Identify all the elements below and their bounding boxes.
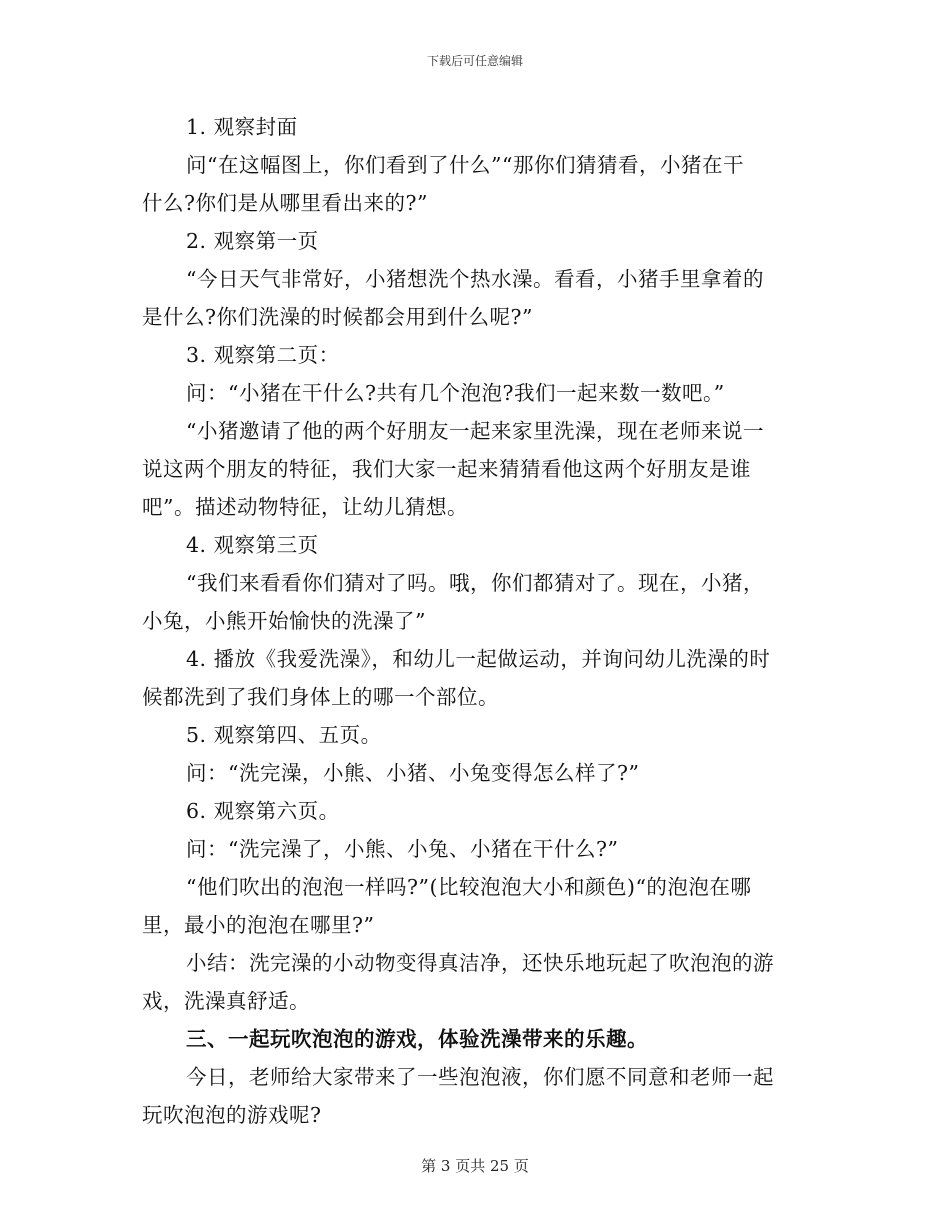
text-line: 问“在这幅图上，你们看到了什么”“那你们猜猜看，小猪在干: [186, 153, 744, 177]
text-line: 什么?你们是从哪里看出来的?”: [142, 191, 428, 215]
text-line: 今日，老师给大家带来了一些泡泡液，你们愿不同意和老师一起: [186, 1065, 774, 1089]
text-line: 问：“洗完澡，小熊、小猪、小兔变得怎么样了?”: [186, 761, 640, 785]
page-footer: 第 3 页共 25 页: [421, 1157, 529, 1175]
text-line: 2. 观察第一页: [186, 229, 319, 253]
section-heading: 三、一起玩吹泡泡的游戏，体验洗澡带来的乐趣。: [186, 1027, 648, 1051]
text-line: 小结：洗完澡的小动物变得真洁净，还快乐地玩起了吹泡泡的游: [186, 951, 774, 975]
page-header: 下载后可任意编辑: [426, 54, 523, 68]
text-line: 小兔，小熊开始愉快的洗澡了”: [142, 609, 426, 633]
text-line: “今日天气非常好，小猪想洗个热水澡。看看，小猪手里拿着的: [186, 267, 764, 291]
text-line: 戏，洗澡真舒适。: [142, 989, 310, 1013]
text-line: “我们来看看你们猜对了吗。哦，你们都猜对了。现在，小猪，: [186, 571, 764, 595]
text-line: 1. 观察封面: [186, 115, 298, 139]
text-line: 5. 观察第四、五页。: [186, 723, 382, 747]
text-line: “他们吹出的泡泡一样吗?”(比较泡泡大小和颜色)“的泡泡在哪: [186, 875, 752, 899]
text-line: “小猪邀请了他的两个好朋友一起来家里洗澡，现在老师来说一: [186, 419, 764, 443]
text-line: 说这两个朋友的特征，我们大家一起来猜猜看他这两个好朋友是谁: [142, 457, 751, 481]
text-line: 问：“洗完澡了，小熊、小兔、小猪在干什么?”: [186, 837, 619, 861]
text-line: 候都洗到了我们身体上的哪一个部位。: [142, 685, 499, 709]
text-line: 玩吹泡泡的游戏呢?: [142, 1103, 322, 1127]
text-line: 6. 观察第六页。: [186, 799, 340, 823]
text-line: 3. 观察第二页：: [186, 343, 340, 367]
text-line: 问：“小猪在干什么?共有几个泡泡?我们一起来数一数吧。”: [186, 381, 725, 405]
text-line: 是什么?你们洗澡的时候都会用到什么呢?”: [142, 305, 533, 329]
text-line: 吧”。描述动物特征，让幼儿猜想。: [142, 495, 468, 519]
document-body: [142, 108, 807, 1134]
text-line: 里，最小的泡泡在哪里?”: [142, 913, 375, 937]
text-line: 4. 观察第三页: [186, 533, 319, 557]
text-line: 4. 播放《我爱洗澡》，和幼儿一起做运动，并询问幼儿洗澡的时: [186, 647, 771, 671]
